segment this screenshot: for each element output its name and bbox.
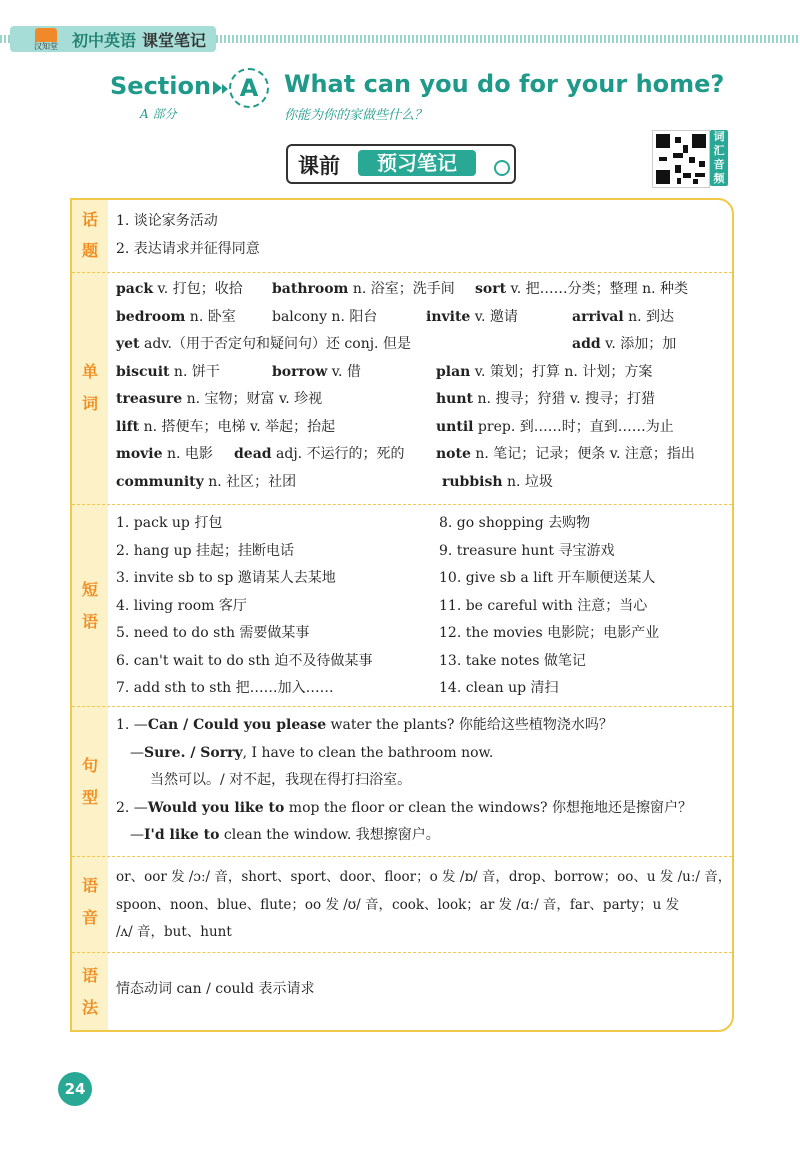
phonics-label: 语音 xyxy=(82,876,99,927)
vocab-def: n. 搭便车；电梯 v. 举起；抬起 xyxy=(139,418,336,435)
vocab-word: invite xyxy=(426,308,471,325)
phrase-item: 13. take notes 做笔记 xyxy=(439,652,586,669)
vocab-word: sort xyxy=(475,281,507,297)
phonics-line: spoon、noon、blue、flute；oo 发 /ʊ/ 音，cook、look；ar 发 /ɑː/ 音，far、party；u 发 xyxy=(116,896,680,913)
section-title: What can you do for your home? xyxy=(284,70,725,98)
phrases-left-col xyxy=(116,510,372,703)
vocab-list xyxy=(116,276,724,496)
vocab-def: n. 电影 xyxy=(162,446,213,462)
vocab-def: v. 邀请 xyxy=(470,308,518,325)
vocab-def: v. 打包；收拾 xyxy=(153,281,243,297)
vocab-word: hunt xyxy=(436,391,474,407)
phrase-item: 3. invite sb to sp 邀请某人去某地 xyxy=(116,570,336,586)
phrase-item: 2. hang up 挂起；挂断电话 xyxy=(116,542,295,559)
topic-section xyxy=(72,200,732,273)
vocab-word: plan xyxy=(436,363,471,380)
phrase-item: 7. add sth to sth 把……加入…… xyxy=(116,680,334,696)
qr-code-icon[interactable] xyxy=(652,130,710,188)
book-icon xyxy=(35,28,57,42)
vocab-word: dead xyxy=(234,446,272,462)
grammar-label: 语法 xyxy=(82,966,99,1017)
sentences-section xyxy=(72,706,732,857)
phrases-section xyxy=(72,504,732,707)
vocab-word: arrival xyxy=(572,308,624,325)
phrase-item: 11. be careful with 注意；当心 xyxy=(439,597,648,614)
vocab-def: n. 饼干 xyxy=(169,363,220,380)
topic-item: 1. 谈论家务活动 xyxy=(116,213,218,229)
sentence-line: 2. —Would you like to mop the floor or clean the windows? 你想拖地还是擦窗户？ xyxy=(116,799,692,816)
vocab-word: note xyxy=(436,446,471,462)
phrases-right-col xyxy=(439,510,659,703)
vocab-def: n. 宝物；财富 v. 珍视 xyxy=(182,391,323,407)
vocab-def: prep. 到……时；直到……为止 xyxy=(473,418,674,435)
phonics-line: /ʌ/ 音，but、hunt xyxy=(116,924,232,940)
vocab-word: movie xyxy=(116,446,163,462)
grammar-text: 情态动词 can / could 表示请求 xyxy=(116,981,315,997)
phrase-item: 9. treasure hunt 寻宝游戏 xyxy=(439,542,615,559)
vocab-def: n. 卧室 xyxy=(185,308,236,325)
vocab-word: bathroom xyxy=(272,281,349,297)
vocab-word: pack xyxy=(116,281,154,297)
vocab-def: v. 策划；打算 n. 计划；方案 xyxy=(470,363,653,380)
vocab-section xyxy=(72,272,732,505)
vocab-def: n. 浴室；洗手间 xyxy=(348,281,455,297)
book-subtitle: 课堂笔记 xyxy=(142,30,207,50)
vocab-def: v. 借 xyxy=(327,363,361,380)
badge-dot-icon xyxy=(494,160,510,176)
vocab-word: biscuit xyxy=(116,363,170,380)
vocab-def: adj. 不运行的；死的 xyxy=(271,446,405,462)
sentence-line: 1. —Can / Could you please water the plants? 你能给这些植物浇水吗？ xyxy=(116,717,613,733)
play-arrow-small-icon xyxy=(222,84,228,94)
vocab-label: 单词 xyxy=(82,362,99,413)
vocab-word: treasure xyxy=(116,391,183,407)
phrase-item: 6. can't wait to do sth 迫不及待做某事 xyxy=(116,652,373,669)
play-arrow-icon xyxy=(213,81,222,95)
book-title: 初中英语 xyxy=(72,30,137,50)
phrase-item: 1. pack up 打包 xyxy=(116,515,223,531)
header-band xyxy=(0,26,800,52)
section-part-cn: A 部分 xyxy=(140,107,177,121)
book-title-pill xyxy=(10,26,216,52)
vocab-word: add xyxy=(572,336,601,352)
vocab-def: n. 搜寻；狩猎 v. 搜寻；打猎 xyxy=(473,391,655,407)
vocab-word: rubbish xyxy=(442,473,503,490)
vocab-word: yet xyxy=(116,336,140,352)
sentences-list xyxy=(116,712,724,850)
vocab-def: n. 垃圾 xyxy=(502,473,553,490)
phonics-line: or、oor 发 /ɔː/ 音，short、sport、door、floor；o 发 /ɒ/ 音，drop、borrow；oo、u 发 /uː/ 音， xyxy=(116,869,732,885)
topic-label: 话题 xyxy=(82,210,99,260)
sentences-label: 句型 xyxy=(82,756,99,807)
phonics-text xyxy=(116,864,732,947)
phrases-label: 短语 xyxy=(82,580,99,631)
vocab-def: n. 阳台 xyxy=(326,308,378,325)
vocab-word: borrow xyxy=(272,363,328,380)
qr-label: 词汇音频 xyxy=(710,130,728,186)
section-title-cn: 你能为你的家做些什么？ xyxy=(284,108,428,123)
phrase-item: 8. go shopping 去购物 xyxy=(439,515,591,531)
badge-right: 预习笔记 xyxy=(358,150,476,176)
phrase-item: 10. give sb a lift 开车顺便送某人 xyxy=(439,570,656,586)
section-letter: A xyxy=(229,68,269,108)
grammar-section xyxy=(72,952,732,1030)
preview-notes-badge xyxy=(286,144,516,184)
topic-item: 2. 表达请求并征得同意 xyxy=(116,240,260,257)
sentence-line: —Sure. / Sorry, I have to clean the bathroom now. xyxy=(130,744,494,761)
vocab-word: until xyxy=(436,418,474,435)
phrase-item: 5. need to do sth 需要做某事 xyxy=(116,625,310,641)
page-number: 24 xyxy=(58,1072,92,1106)
sentence-line: —I'd like to clean the window. 我想擦窗户。 xyxy=(130,827,440,843)
vocab-def: v. 添加；加 xyxy=(600,336,677,352)
vocab-word: balcony xyxy=(272,308,327,325)
phrase-item: 4. living room 客厅 xyxy=(116,597,247,614)
logo-text: 汉知堂 xyxy=(34,42,58,51)
sentence-line: 当然可以。/ 对不起，我现在得打扫浴室。 xyxy=(150,772,412,788)
badge-left: 课前 xyxy=(298,154,340,178)
vocab-word: lift xyxy=(116,418,140,435)
phonics-section xyxy=(72,856,732,953)
vocab-word: community xyxy=(116,473,204,490)
phrase-item: 14. clean up 清扫 xyxy=(439,680,559,696)
vocab-def: n. 到达 xyxy=(623,308,675,325)
vocab-word: bedroom xyxy=(116,308,186,325)
vocab-def: n. 社区；社团 xyxy=(203,473,297,490)
vocab-def: adv.（用于否定句和疑问句）还 conj. 但是 xyxy=(139,336,411,352)
section-word: Section xyxy=(110,72,212,100)
phrase-item: 12. the movies 电影院；电影产业 xyxy=(439,625,660,641)
notes-box xyxy=(70,198,734,1032)
publisher-logo xyxy=(24,28,68,50)
vocab-def: n. 笔记；记录；便条 v. 注意；指出 xyxy=(470,446,695,462)
vocab-def: v. 把……分类；整理 n. 种类 xyxy=(506,281,689,297)
